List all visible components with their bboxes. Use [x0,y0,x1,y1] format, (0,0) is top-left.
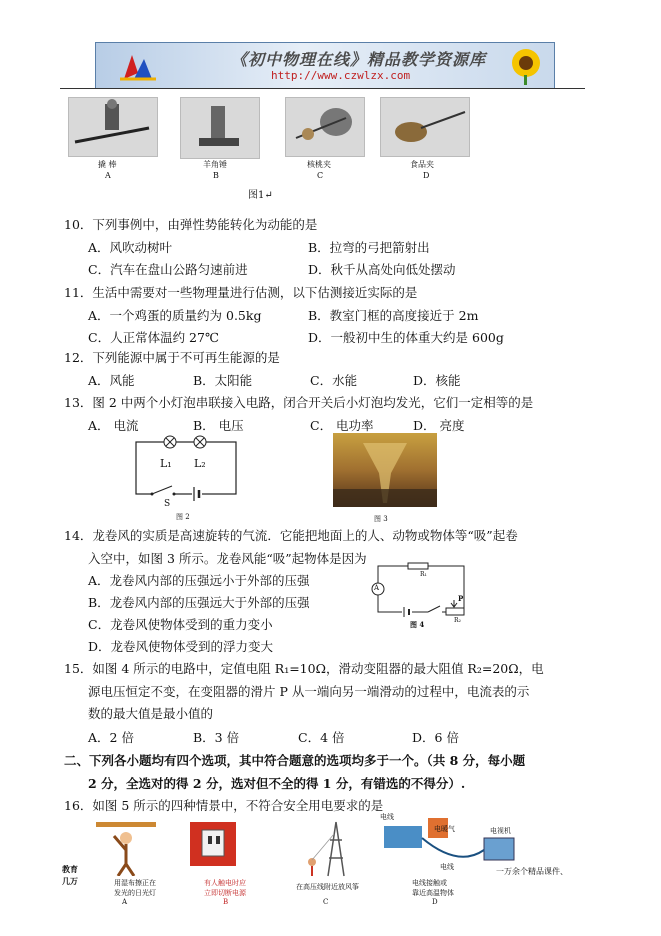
fig5-d-caption-2: 靠近高温物体 [412,889,454,897]
fig3-caption: 图 3 [374,515,388,523]
fig4-label-p: P [458,594,464,603]
q10-option-d: D．秋千从高处向低处摆动 [308,262,456,277]
q11-option-b: B．教室门框的高度接近于 2m [308,308,479,323]
q14-option-a: A．龙卷风内部的压强远小于外部的压强 [88,573,310,588]
fig5-c-image [296,820,366,878]
fig5-c-letter: C [323,898,329,906]
fig5-d-label-dianbiao: 电线 [380,813,394,821]
q14-stem-line2: 入空中，如图 3 所示。龙卷风能“吸”起物体是因为 [88,551,367,566]
q11-option-a: A．一个鸡蛋的质量约为 0.5kg [88,308,262,323]
fig1-caption: 图1↵ [248,190,273,201]
fig1-label-c: 核桃夹 [307,160,331,169]
fig4-label-r1: R₁ [420,571,427,578]
fig5-a-caption-1: 用湿布擦正在 [114,879,156,887]
q12-option-c: C．水能 [310,373,358,388]
fig1-label-a: 撬 棒 [98,160,117,169]
section2-heading-line1: 二、下列各小题均有四个选项，其中符合题意的选项均多于一个。（共 8 分，每小题 [64,753,526,768]
figure-1 [60,95,480,185]
q15-line2: 源电压恒定不变，在变阻器的滑片 P 从一端向另一端滑动的过程中，电流表的示 [88,684,530,699]
q10-option-a: A．风吹动树叶 [88,240,173,255]
figure-3-tornado-photo [333,433,437,507]
q13-option-c: C． 电功率 [310,418,374,433]
q12-option-a: A．风能 [88,373,135,388]
q15-option-c: C．4 倍 [298,730,345,745]
fig5-d-label-nuanqi: 电暖气 [434,825,455,833]
q15-line1: 15．如图 4 所示的电路中，定值电阻 R₁=10Ω，滑动变阻器的最大阻值 R₂=20Ω，电 [64,661,544,676]
site-logo-icon [118,49,158,83]
q15-line3: 数的最大值是最小值的 [88,706,214,721]
fig5-a-caption-2: 发光的日光灯 [114,889,156,897]
q14-option-b: B．龙卷风内部的压强远大于外部的压强 [88,595,310,610]
q15-option-d: D．6 倍 [412,730,459,745]
fig5-b-image [188,820,238,868]
fig4-label-r2: R₂ [454,617,461,624]
fig1-letter-d: D [423,171,430,180]
side-text-left-1: 教育 [62,864,78,874]
side-text-right: 一万余个精品课件、 [496,867,568,876]
q12-option-b: B．太阳能 [193,373,253,388]
q10-option-b: B．拉弯的弓把箭射出 [308,240,430,255]
q10-option-c: C．汽车在盘山公路匀速前进 [88,262,248,277]
q14-option-d: D．龙卷风使物体受到的浮力变大 [88,639,274,654]
q11-option-c: C．人正常体温约 27℃ [88,330,219,345]
fig5-a-image [96,820,156,876]
rheostat-circuit-diagram [368,562,468,622]
fig2-label-s: S [164,499,171,509]
fig1-letter-a: A [105,171,111,180]
figure-2-circuit [132,432,242,522]
fig4-ammeter-label: A [374,584,380,592]
fig5-d-letter: D [432,898,438,906]
fig5-b-letter: B [223,898,229,906]
q11-option-d: D．一般初中生的体重大约是 600g [308,330,504,345]
fig5-d-label-dianzhuji: 电视机 [490,827,511,835]
fig2-label-l2: L₂ [194,457,206,470]
photo-claw-hammer [180,97,260,159]
figure-5 [60,812,600,936]
q12-stem: 12．下列能源中属于不可再生能源的是 [64,350,280,365]
q10-stem: 10．下列事例中，由弹性势能转化为动能的是 [64,217,318,232]
fig5-d-caption-1: 电线接触或 [412,879,447,887]
fig5-b-caption-2: 立即切断电源 [204,889,246,897]
fig1-letter-b: B [213,171,219,180]
fig4-caption: 图 4 [410,620,425,629]
fig5-a-letter: A [122,898,128,906]
site-title: 《初中物理在线》精品教学资源库 [231,50,487,69]
fig1-letter-c: C [317,171,324,180]
q14-option-c: C．龙卷风使物体受到的重力变小 [88,617,273,632]
fig2-caption: 图 2 [176,513,190,521]
fig5-d-label-dianxian: 电线 [440,863,454,871]
fig5-b-caption-1: 有人触电时应 [204,879,246,887]
header-banner [95,42,555,89]
section2-heading-line2: 2 分，全选对的得 2 分，选对但不全的得 1 分，有错选的不得分）. [88,776,466,791]
photo-food-tongs [380,97,470,157]
q15-option-b: B．3 倍 [193,730,240,745]
q15-option-a: A．2 倍 [88,730,134,745]
q11-stem: 11．生活中需要对一些物理量进行估测，以下估测接近实际的是 [64,285,418,300]
series-circuit-diagram [132,432,242,512]
site-url[interactable]: http://www.czwlzx.com [271,69,411,82]
q13-option-a: A． 电流 [88,418,139,433]
q12-option-d: D．核能 [413,373,461,388]
q13-option-d: D． 亮度 [413,418,465,433]
photo-nutcracker [285,97,365,157]
header-rule [60,88,585,89]
q13-option-b: B． 电压 [193,418,244,433]
photo-crowbar [68,97,158,157]
fig2-label-l1: L₁ [160,457,172,470]
q13-stem: 13．图 2 中两个小灯泡串联接入电路，闭合开关后小灯泡均发光，它们一定相等的是 [64,395,534,410]
sunflower-icon [502,45,550,85]
side-text-left-2: 几万 [62,876,78,886]
fig1-label-b: 羊角锤 [203,160,227,169]
fig5-c-caption: 在高压线附近放风筝 [296,883,359,891]
fig1-label-d: 食品夹 [410,160,434,169]
q14-stem-line1: 14．龙卷风的实质是高速旋转的气流．它能把地面上的人、动物或物体等“吸”起卷 [64,528,518,543]
q16-stem: 16．如图 5 所示的四种情景中，不符合安全用电要求的是 [64,798,384,813]
